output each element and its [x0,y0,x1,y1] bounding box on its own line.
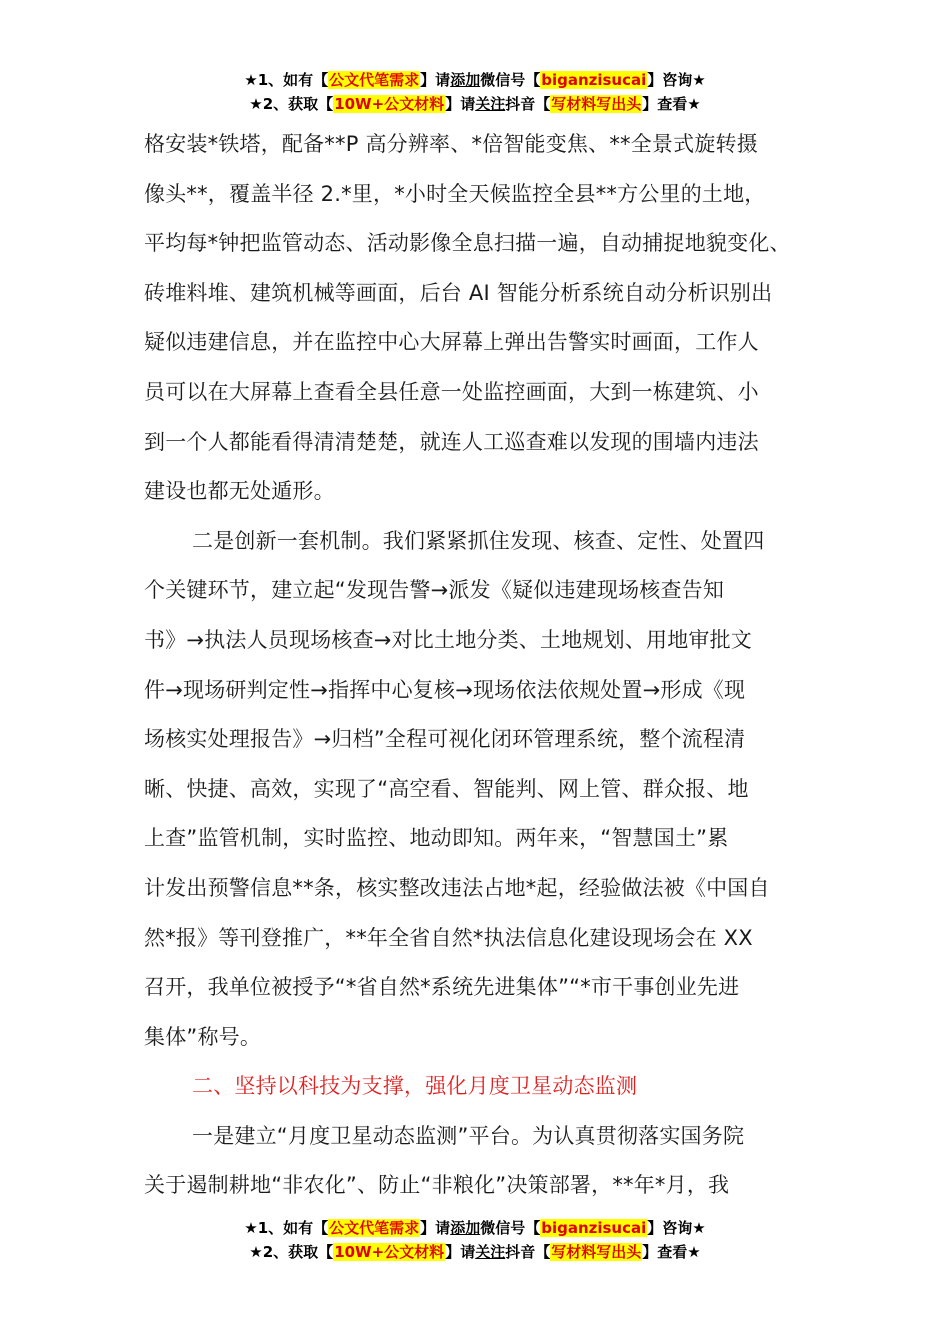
banner-text: 】查看★ [642,95,701,113]
banner-highlight: 公文代笔需求 [329,1219,420,1237]
banner-text: 】请 [420,1219,451,1237]
banner-text: ★1、如有【 [244,71,329,89]
body-line: 书》→执法人员现场核查→对比土地分类、土地规划、用地审批文 [144,627,752,652]
banner-line-2 [0,92,950,116]
body-line: 砖堆料堆、建筑机械等画面，后台 AI 智能分析系统自动分析识别出 [144,280,773,305]
banner-line-1 [0,68,950,92]
banner-highlight: 10W+公文材料 [334,95,445,113]
header-banner [0,68,950,116]
body-line: 召开，我单位被授予“*省自然*系统先进集体”“*市干事创业先进 [144,975,740,1000]
banner-underline: 添加 [450,1219,481,1237]
banner-line-1 [0,1216,950,1240]
banner-text: 】咨询★ [647,1219,706,1237]
body-line: 到一个人都能看得清清楚楚，就连人工巡查难以发现的围墙内违法 [144,429,759,454]
banner-text: 抖音【 [505,95,551,113]
body-line: 晰、快捷、高效，实现了“高空看、智能判、网上管、群众报、地 [144,776,749,801]
body-line: 个关键环节，建立起“发现告警→派发《疑似违建现场核查告知 [144,578,725,603]
banner-text: 抖音【 [505,1243,551,1261]
footer-banner [0,1216,950,1264]
body-line: 关于遏制耕地“非农化”、防止“非粮化”决策部署，**年*月，我 [144,1173,730,1198]
banner-text: 微信号【 [480,1219,541,1237]
body-line: 平均每*钟把监管动态、活动影像全息扫描一遍，自动捕捉地貌变化、 [144,231,791,256]
banner-highlight: 10W+公文材料 [334,1243,445,1261]
banner-highlight: biganzisucai [541,1219,647,1237]
banner-text: 】咨询★ [647,71,706,89]
body-line: 件→现场研判定性→指挥中心复核→现场依法依规处置→形成《现 [144,677,746,702]
body-line: 场核实处理报告》→归档”全程可视化闭环管理系统，整个流程清 [144,727,746,752]
body-line: 二是创新一套机制。我们紧紧抓住发现、核查、定性、处置四 [192,528,765,553]
banner-underline: 关注 [475,1243,506,1261]
banner-text: 】请 [420,71,451,89]
banner-text: ★2、获取【 [249,95,334,113]
body-line: 建设也都无处遁形。 [144,479,335,504]
banner-highlight: 写材料写出头 [551,95,642,113]
body-line: 上查”监管机制，实时监控、地动即知。两年来，“智慧国土”累 [144,826,729,851]
body-line: 计发出预警信息**条，核实整改违法占地*起，经验做法被《中国自 [144,875,770,900]
body-line: 员可以在大屏幕上查看全县任意一处监控画面，大到一栋建筑、小 [144,379,759,404]
banner-text: 】请 [445,95,476,113]
banner-text: 】查看★ [642,1243,701,1261]
document-body [144,120,814,1211]
banner-text: 】请 [445,1243,476,1261]
banner-text: 微信号【 [480,71,541,89]
banner-underline: 关注 [475,95,506,113]
banner-text: ★1、如有【 [244,1219,329,1237]
section-heading: 二、坚持以科技为支撑，强化月度卫星动态监测 [192,1074,638,1099]
banner-highlight: 写材料写出头 [551,1243,642,1261]
banner-line-2 [0,1240,950,1264]
body-line: 然*报》等刊登推广，**年全省自然*执法信息化建设现场会在 XX [144,925,753,950]
body-line: 集体”称号。 [144,1024,262,1049]
banner-underline: 添加 [450,71,481,89]
body-line: 疑似违建信息，并在监控中心大屏幕上弹出告警实时画面，工作人 [144,330,759,355]
banner-highlight: 公文代笔需求 [329,71,420,89]
body-line: 一是建立“月度卫星动态监测”平台。为认真贯彻落实国务院 [192,1123,745,1148]
body-line: 格安装*铁塔，配备**P 高分辨率、*倍智能变焦、**全景式旋转摄 [144,132,758,156]
banner-highlight: biganzisucai [541,71,647,89]
banner-text: ★2、获取【 [249,1243,334,1261]
body-line: 像头**，覆盖半径 2.*里，*小时全天候监控全县**方公里的土地， [144,181,766,206]
